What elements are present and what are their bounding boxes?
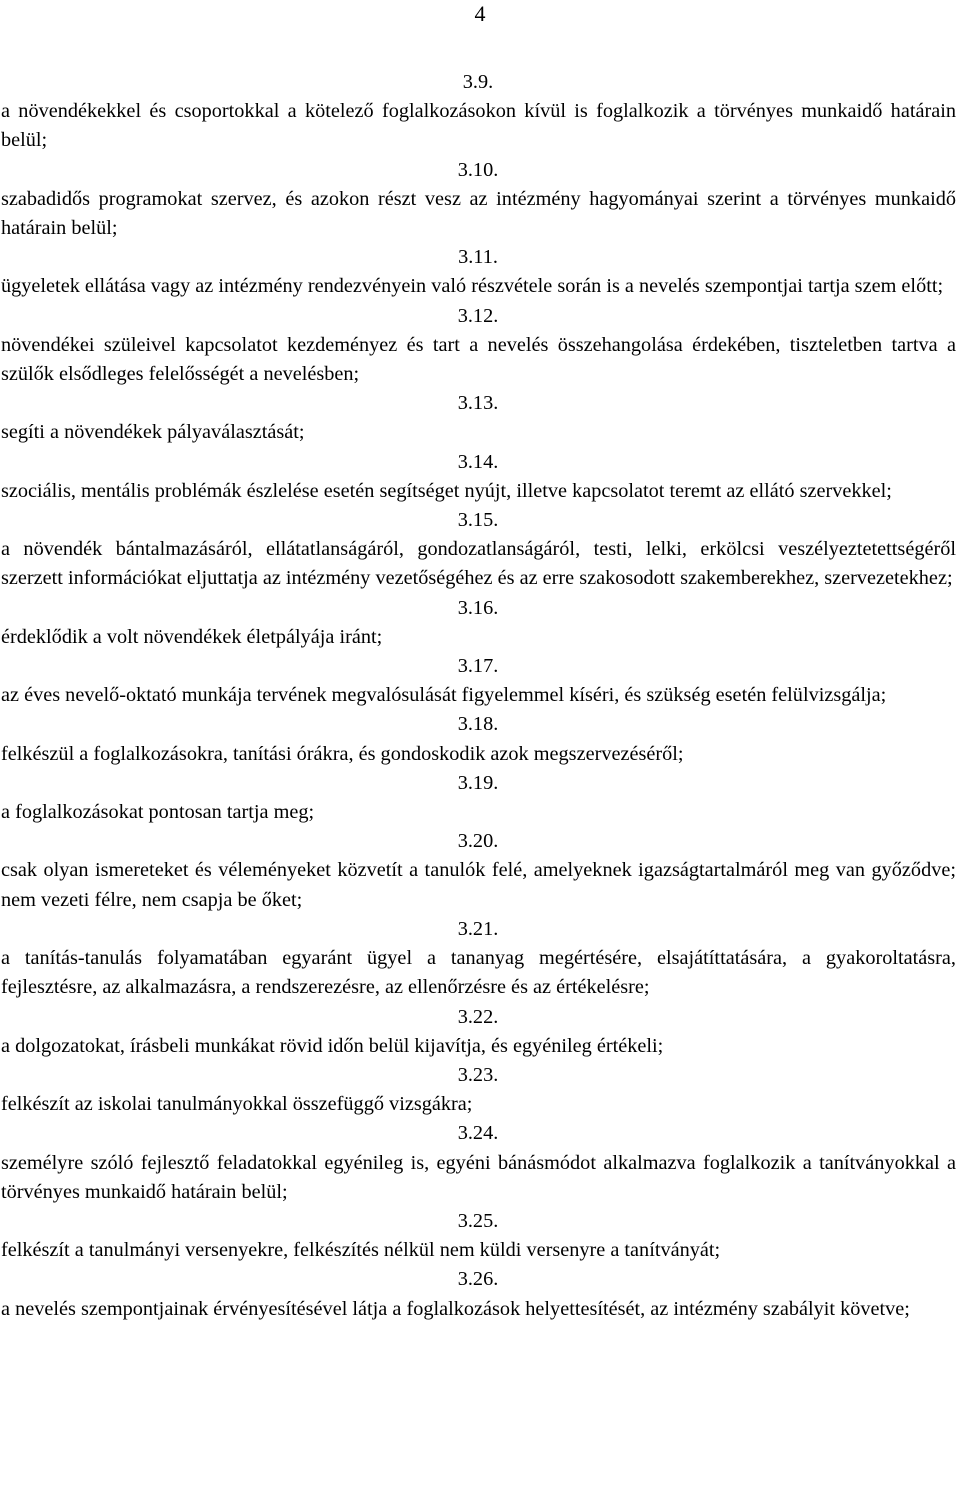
list-item — [0, 652, 956, 710]
item-text: a foglalkozásokat pontosan tartja meg; — [1, 801, 315, 824]
item-number: 3.25. — [457, 1209, 499, 1232]
list-item — [0, 915, 956, 1003]
item-text: a növendékekkel és csoportokkal a kötelező foglalkozásokon kívül is foglalkozik a törvényes munkaidő határain belül; — [1, 100, 956, 152]
item-number: 3.12. — [457, 304, 499, 327]
list-item — [0, 1265, 956, 1323]
item-text: felkészít az iskolai tanulmányokkal összefüggő vizsgákra; — [1, 1093, 473, 1116]
item-number: 3.16. — [457, 596, 499, 619]
item-number: 3.26. — [457, 1268, 499, 1291]
item-text: segíti a növendékek pályaválasztását; — [1, 421, 305, 444]
list-item — [0, 448, 956, 506]
item-text: csak olyan ismereteket és véleményeket közvetít a tanulók felé, amelyeknek igazságtartalmáról meg van győződve; nem vezeti félre, nem csapja be őket; — [1, 859, 956, 911]
item-text: a tanítás-tanulás folyamatában egyaránt ügyel a tananyag megértésére, elsajátíttatására, a gyakoroltatásra, fejlesztésre, az alkalmazásra, a rendszerezésre, az ellenőrzésre és az értékelésre; — [1, 947, 956, 999]
item-number: 3.13. — [457, 392, 499, 415]
item-number: 3.24. — [457, 1122, 499, 1145]
item-number: 3.23. — [457, 1063, 499, 1086]
item-text: felkészít a tanulmányi versenyekre, felkészítés nélkül nem küldi versenyre a tanítványát; — [1, 1239, 721, 1262]
list-item — [0, 1207, 956, 1265]
item-number: 3.21. — [457, 917, 499, 940]
item-text: szociális, mentális problémák észlelése esetén segítséget nyújt, illetve kapcsolatot teremt az ellátó szervekkel; — [1, 479, 892, 502]
item-number: 3.19. — [457, 771, 499, 794]
list-item — [0, 710, 956, 768]
list-item — [0, 1061, 956, 1119]
item-text: ügyeletek ellátása vagy az intézmény rendezvényein való részvétele során is a nevelés szempontjai tartja szem előtt; — [1, 275, 944, 298]
item-number: 3.14. — [457, 450, 499, 473]
list-item — [0, 243, 956, 301]
item-text: növendékei szüleivel kapcsolatot kezdeményez és tart a nevelés összehangolása érdekében, tiszteletben tartva a szülők elsődleges felelősségét a nevelésben; — [1, 333, 956, 386]
document-body — [0, 68, 956, 1324]
item-number: 3.18. — [457, 713, 499, 736]
item-text: a dolgozatokat, írásbeli munkákat rövid időn belül kijavítja, és egyénileg értékeli; — [1, 1034, 664, 1057]
list-item — [0, 1003, 956, 1061]
list-item — [0, 68, 956, 156]
item-text: a nevelés szempontjainak érvényesítésével látja a foglalkozások helyettesítését, az intézmény szabályit követve; — [1, 1297, 910, 1320]
list-item — [0, 389, 956, 447]
item-text: az éves nevelő-oktató munkája tervének megvalósulását figyelemmel kíséri, és szükség esetén felülvizsgálja; — [1, 684, 887, 707]
list-item — [0, 827, 956, 915]
list-item — [0, 506, 956, 594]
list-item — [0, 156, 956, 244]
item-text: szabadidős programokat szervez, és azokon részt vesz az intézmény hagyományai szerint a törvényes munkaidő határain belül; — [1, 187, 956, 240]
list-item — [0, 1119, 956, 1207]
list-item — [0, 594, 956, 652]
item-text: felkészül a foglalkozásokra, tanítási órákra, és gondoskodik azok megszervezéséről; — [1, 742, 684, 765]
item-number: 3.11. — [458, 246, 498, 269]
item-number: 3.10. — [457, 158, 499, 181]
item-text: érdeklődik a volt növendékek életpályája iránt; — [1, 625, 383, 648]
item-number: 3.15. — [457, 509, 499, 532]
item-text: személyre szóló fejlesztő feladatokkal egyénileg is, egyéni bánásmódot alkalmazva foglalkozik a tanítványokkal a törvényes munkaidő határain belül; — [1, 1151, 956, 1203]
page-number-text: 4 — [474, 1, 486, 26]
item-number: 3.20. — [457, 830, 499, 853]
list-item — [0, 769, 956, 827]
item-number: 3.17. — [457, 655, 499, 678]
item-number: 3.9. — [462, 71, 494, 93]
item-number: 3.22. — [457, 1005, 499, 1028]
list-item — [0, 302, 956, 390]
page-number — [0, 0, 960, 28]
item-text: a növendék bántalmazásáról, ellátatlanságáról, gondozatlanságáról, testi, lelki, erkölcsi veszélyeztetettségéről szerzett információkat eljuttatja az intézmény vezetőségéhez és az erre szakosodott szakemberekhez, szervezetekhez; — [1, 538, 956, 590]
